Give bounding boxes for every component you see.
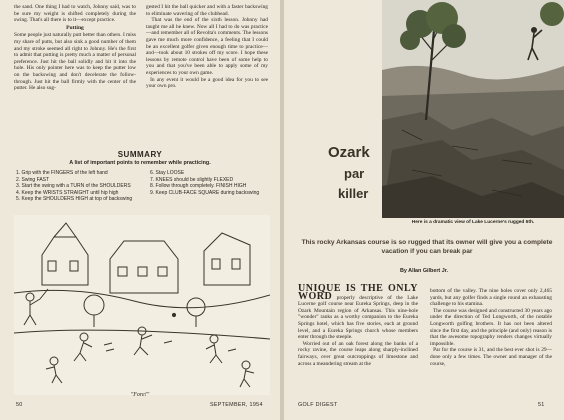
col1-body-text: Some people just naturally putt better than others. I miss my share of putts, but also sink a good number of them and my stroke seemed all right to Johnny. He's the first to admit that putting is pretty much a matter of personal preference. Just hit the ball solidly and hit it into the hole. His only pointer here was to keep the putter low on the backswing and don't decelerate the follow-through. Just hit the ball firmly with the center of the putter. He also sug- [14,32,136,92]
summary-item: 7. KNEES should be slightly FLEXED [150,176,234,183]
issue-date: SEPTEMBER, 1954 [210,402,263,408]
summary-item: 4. Keep the WRISTS STRAIGHT until hip high [16,189,119,196]
right-col2-paragraph-3: Par for the course is 31, and the best ever shot is 29—done only a few times. The owner and manager of the course, [430,347,552,367]
photo-caption: Here is a dramatic view of Lake Lucerne's rugged 5th. [411,220,535,225]
right-col2-paragraph-2: The course was designed and constructed 30 years ago under the direction of Ted Longworth, of the notable Longworth golfing brothers. It has not been altered since the first day, and the principle (and only) reason is that the awesome topography renders changes virtually impossible. [430,307,552,347]
right-page [284,0,564,420]
summary-title: SUMMARY [117,150,163,159]
title-word: killer [338,186,369,201]
col2-paragraph-1: gested I hit the ball quicker and with a faster backswing to eliminate wavering of the clubhead. [146,4,268,17]
left-page [0,0,280,420]
title-word: par [344,166,365,181]
lake-lucerne-photo [382,0,564,218]
col1-intro-text: the sand. One thing I had to watch, Johnny said, was to be sure my weight is shifted completely during the swing. That's all there is to it—except practice. [14,4,136,24]
byline: By Allan Gilbert Jr. [399,268,449,274]
col2-paragraph-2: That was the end of the sixth lesson. Johnny had taught me all he knew. Now all I had to do was practice—and remember all of Revolta's comments. The lessons gave me much more confidence, a feeling that I could be an excellent golfer given enough time to practice—and—took about 10 strokes off my score. I hope these lessons by remote control have been of some help to you and that you've been able to apply some of my experiences to your own game. [146,17,268,76]
col2-paragraph-3: In any event it would be a good idea for you to see your own pro. [146,76,269,90]
page-number-left: 50 [16,402,23,408]
dropcap-lead: UNIQUE IS THE ONLY WORD [298,283,418,302]
title-word: Ozark [328,144,370,161]
summary-list-left [16,170,146,203]
page-number-right: 51 [538,402,545,408]
summary-item: 6. Stay LOOSE [150,170,185,176]
summary-item: 2. Swing FAST [16,176,50,183]
right-column-2 [430,288,552,367]
summary-subtitle: A list of important points to remember while practicing. [69,160,211,166]
golf-cartoon-illustration [14,215,270,395]
right-column-1 [298,283,418,367]
putting-heading: Putting [66,24,84,31]
summary-item: 3. Start the swing with a TURN of the SHOULDERS [16,183,131,190]
summary-item: 9. Keep CLUB-FACE SQUARE during backswing [150,189,260,196]
right-col2-paragraph-1: bottom of the valley. The nine holes cover only 2,465 yards, but any golfer finds a single round an exhausting challenge to his stamina. [430,288,552,308]
right-col1-paragraph-1: properly descriptive of the Lake Lucerne golf course near Eureka Springs, deep in the Ozark Mountain region of Arkansas. This nine-hole "wonder" ranks as a worthy companion to the Eureka Springs hotel, which has five stories, each at ground level, and a Eureka Springs church whose members enter through the steeple. [298,294,418,341]
left-column-1 [14,4,136,92]
headline: This rocky Arkansas course is so rugged that its owner will give you a complete vacation if you can break par [301,239,553,255]
summary-item: 5. Keep the SHOULDERS HIGH at top of backswing [16,196,133,203]
cartoon-caption: "Fore!" [130,392,150,398]
summary-item: 1. Grip with the FINGERS of the left hand [16,170,108,176]
summary-list-right [150,170,270,196]
right-col1-paragraph-2: Worried out of an oak forest along the banks of a rocky ravine, the course leaps along sharply-inclined fairways, over great outcroppings of limestone and across a meandering stream at the [298,340,418,367]
left-column-2 [146,4,268,90]
magazine-name: GOLF DIGEST [298,402,338,408]
summary-item: 8. Follow through completely. FINISH HIGH [150,183,247,190]
